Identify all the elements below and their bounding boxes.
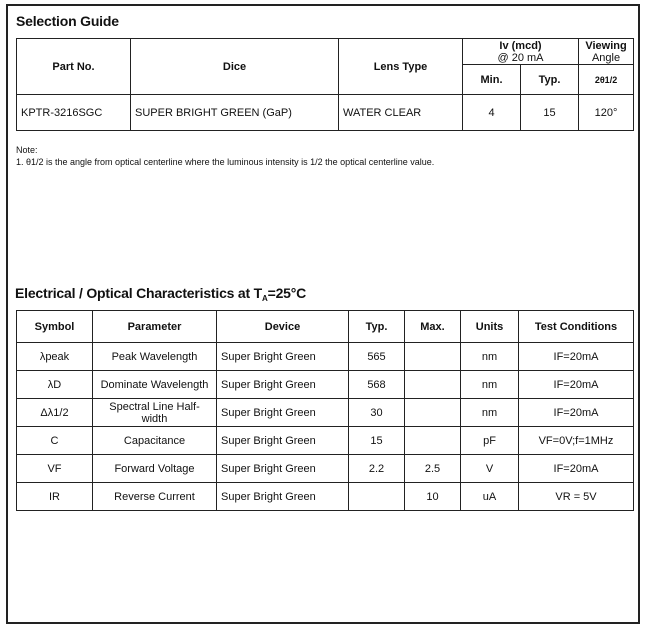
- cell-units: uA: [461, 483, 519, 511]
- header-typ: Typ.: [349, 311, 405, 343]
- cell-typ: 15: [521, 95, 579, 131]
- header-min: Min.: [463, 65, 521, 95]
- header-viewing-line2: Angle: [591, 51, 621, 64]
- cell-parameter: Peak Wavelength: [93, 343, 217, 371]
- cell-units: nm: [461, 399, 519, 427]
- cell-test-condition: IF=20mA: [519, 455, 634, 483]
- header-test-conditions: Test Conditions: [519, 311, 634, 343]
- header-iv: [463, 39, 579, 65]
- header-iv-line2: @ 20 mA: [497, 51, 544, 64]
- header-lens-type: Lens Type: [339, 39, 463, 95]
- cell-device: Super Bright Green: [217, 427, 349, 455]
- cell-parameter: Spectral Line Half-width: [93, 399, 217, 427]
- note-1: 1. θ1/2 is the angle from optical centerline where the luminous intensity is 1/2 the optical centerline value.: [16, 157, 435, 167]
- cell-symbol: VF: [17, 455, 93, 483]
- cell-parameter: Dominate Wavelength: [93, 371, 217, 399]
- cell-device: Super Bright Green: [217, 455, 349, 483]
- table-row: [17, 455, 634, 483]
- header-device: Device: [217, 311, 349, 343]
- header-typ: Typ.: [521, 65, 579, 95]
- cell-symbol: Δλ1/2: [17, 399, 93, 427]
- electrical-title-end: =25°C: [267, 285, 307, 301]
- cell-test-condition: VR = 5V: [519, 483, 634, 511]
- cell-lens-type: WATER CLEAR: [339, 95, 463, 131]
- table-row: [17, 95, 634, 131]
- electrical-title-sub: A: [262, 294, 268, 303]
- header-iv-line1: Iv (mcd): [499, 39, 542, 52]
- cell-device: Super Bright Green: [217, 399, 349, 427]
- header-theta: 2θ1/2: [579, 65, 634, 95]
- cell-min: 4: [463, 95, 521, 131]
- table-row: [17, 483, 634, 511]
- cell-test-condition: IF=20mA: [519, 371, 634, 399]
- electrical-title-main: Electrical / Optical Characteristics at T: [15, 285, 263, 301]
- cell-max: [405, 371, 461, 399]
- header-parameter: Parameter: [93, 311, 217, 343]
- cell-max: [405, 399, 461, 427]
- cell-typ: 2.2: [349, 455, 405, 483]
- cell-device: Super Bright Green: [217, 343, 349, 371]
- cell-symbol: λD: [17, 371, 93, 399]
- cell-max: [405, 343, 461, 371]
- cell-parameter: Capacitance: [93, 427, 217, 455]
- cell-max: 2.5: [405, 455, 461, 483]
- cell-typ: [349, 483, 405, 511]
- cell-dice: SUPER BRIGHT GREEN (GaP): [131, 95, 339, 131]
- cell-test-condition: VF=0V;f=1MHz: [519, 427, 634, 455]
- cell-symbol: IR: [17, 483, 93, 511]
- selection-guide-table: [16, 38, 634, 131]
- notes: [16, 144, 434, 168]
- cell-max: [405, 427, 461, 455]
- cell-device: Super Bright Green: [217, 483, 349, 511]
- electrical-title: [15, 285, 306, 303]
- table-row: [17, 371, 634, 399]
- cell-parameter: Reverse Current: [93, 483, 217, 511]
- cell-max: 10: [405, 483, 461, 511]
- cell-units: nm: [461, 343, 519, 371]
- header-symbol: Symbol: [17, 311, 93, 343]
- header-viewing-angle: [579, 39, 634, 65]
- cell-units: V: [461, 455, 519, 483]
- cell-device: Super Bright Green: [217, 371, 349, 399]
- header-dice: Dice: [131, 39, 339, 95]
- cell-symbol: C: [17, 427, 93, 455]
- cell-units: nm: [461, 371, 519, 399]
- cell-typ: 565: [349, 343, 405, 371]
- cell-typ: 30: [349, 399, 405, 427]
- cell-units: pF: [461, 427, 519, 455]
- header-max: Max.: [405, 311, 461, 343]
- cell-typ: 15: [349, 427, 405, 455]
- header-part-no: Part No.: [17, 39, 131, 95]
- selection-guide-title: Selection Guide: [16, 13, 119, 29]
- header-units: Units: [461, 311, 519, 343]
- cell-test-condition: IF=20mA: [519, 343, 634, 371]
- cell-test-condition: IF=20mA: [519, 399, 634, 427]
- table-row: [17, 399, 634, 427]
- table-row: [17, 427, 634, 455]
- cell-part-no: KPTR-3216SGC: [17, 95, 131, 131]
- cell-angle: 120°: [579, 95, 634, 131]
- electrical-table: [16, 310, 634, 511]
- cell-typ: 568: [349, 371, 405, 399]
- header-viewing-line1: Viewing: [585, 39, 627, 52]
- note-title: Note:: [16, 145, 38, 155]
- cell-symbol: λpeak: [17, 343, 93, 371]
- cell-parameter: Forward Voltage: [93, 455, 217, 483]
- table-row: [17, 343, 634, 371]
